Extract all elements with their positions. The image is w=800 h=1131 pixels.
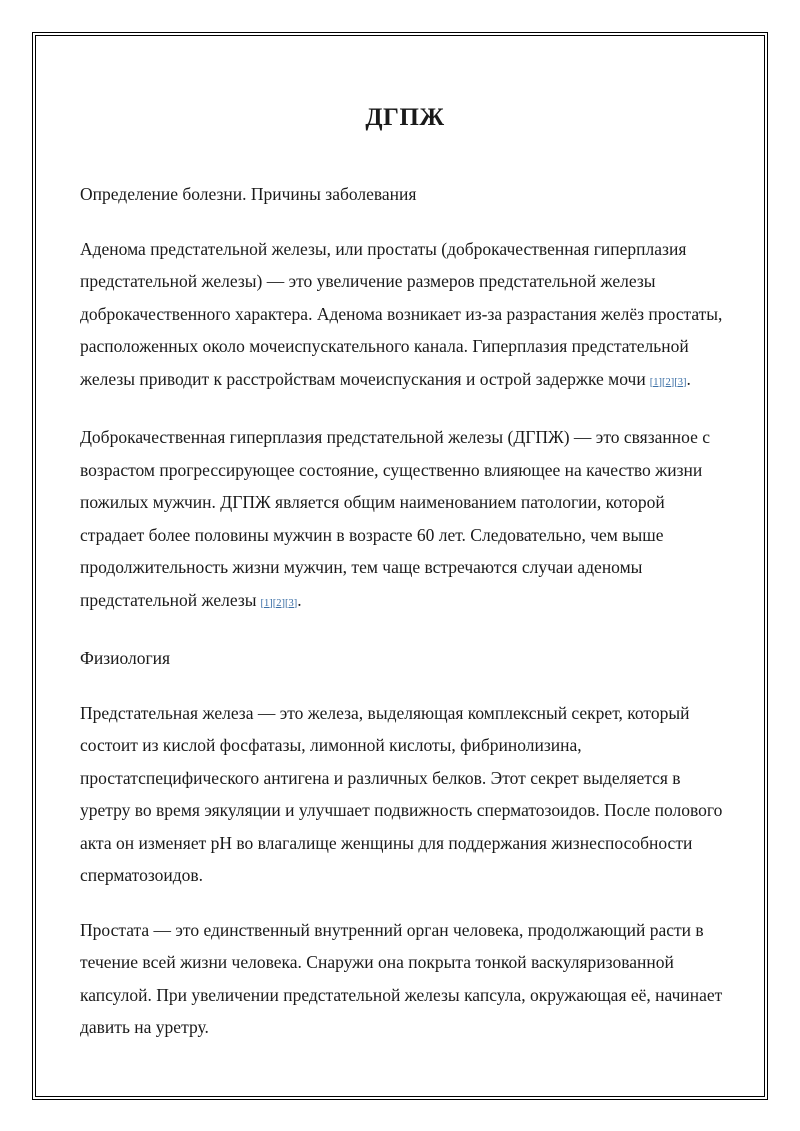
reference-links[interactable]: [1][2][3] — [649, 376, 687, 388]
document-body — [80, 96, 730, 1044]
paragraph-text: Доброкачественная гиперплазия предстательной железы (ДГПЖ) — это связанное с возрастом прогрессирующее состояние, существенно влияющее на качество жизни пожилых мужчин. ДГПЖ является общим наименованием патологии, которой страдает более половины мужчин в возрасте 60 лет. Следовательно, чем выше продолжительность жизни мужчин, тем чаще встречаются случаи аденомы предстательной железы — [80, 427, 710, 610]
paragraph-bph-age — [80, 421, 730, 620]
paragraph-end: . — [297, 589, 302, 610]
paragraph-prostate-growth: Простата — это единственный внутренний орган человека, продолжающий расти в течение всей жизни человека. Снаружи она покрыта тонкой васкуляризованной капсулой. При увеличении предстательной железы капсула, окружающая её, начинает давить на уретру. — [80, 919, 723, 1037]
reference-links[interactable]: [1][2][3] — [260, 597, 298, 609]
section-heading-definition: Определение болезни. Причины заболевания — [80, 184, 417, 204]
paragraph-adenoma-definition — [80, 233, 730, 400]
paragraph-end: . — [686, 368, 691, 389]
paragraph-text: Аденома предстательной железы, или простаты (доброкачественная гиперплазия предстательной железы) — это увеличение размеров предстательной железы доброкачественного характера. Аденома возникает из-за разрастания желёз простаты, расположенных около мочеиспускательного канала. Гиперплазия предстательной железы приводит к расстройствам мочеиспускания и острой задержке мочи — [80, 238, 723, 389]
page-frame — [32, 32, 768, 1100]
document-title: ДГПЖ — [365, 104, 445, 131]
section-heading-physiology: Физиология — [80, 648, 171, 668]
paragraph-gland-secretion: Предстательная железа — это железа, выделяющая комплексный секрет, который состоит из кислой фосфатазы, лимонной кислоты, фибринолизина, простатспецифического антигена и различных белков. Этот секрет выделяется в уретру во время эякуляции и улучшает подвижность сперматозоидов. После полового акта он изменяет pH во влагалище женщины для поддержания жизнеспособности сперматозоидов. — [80, 702, 723, 885]
